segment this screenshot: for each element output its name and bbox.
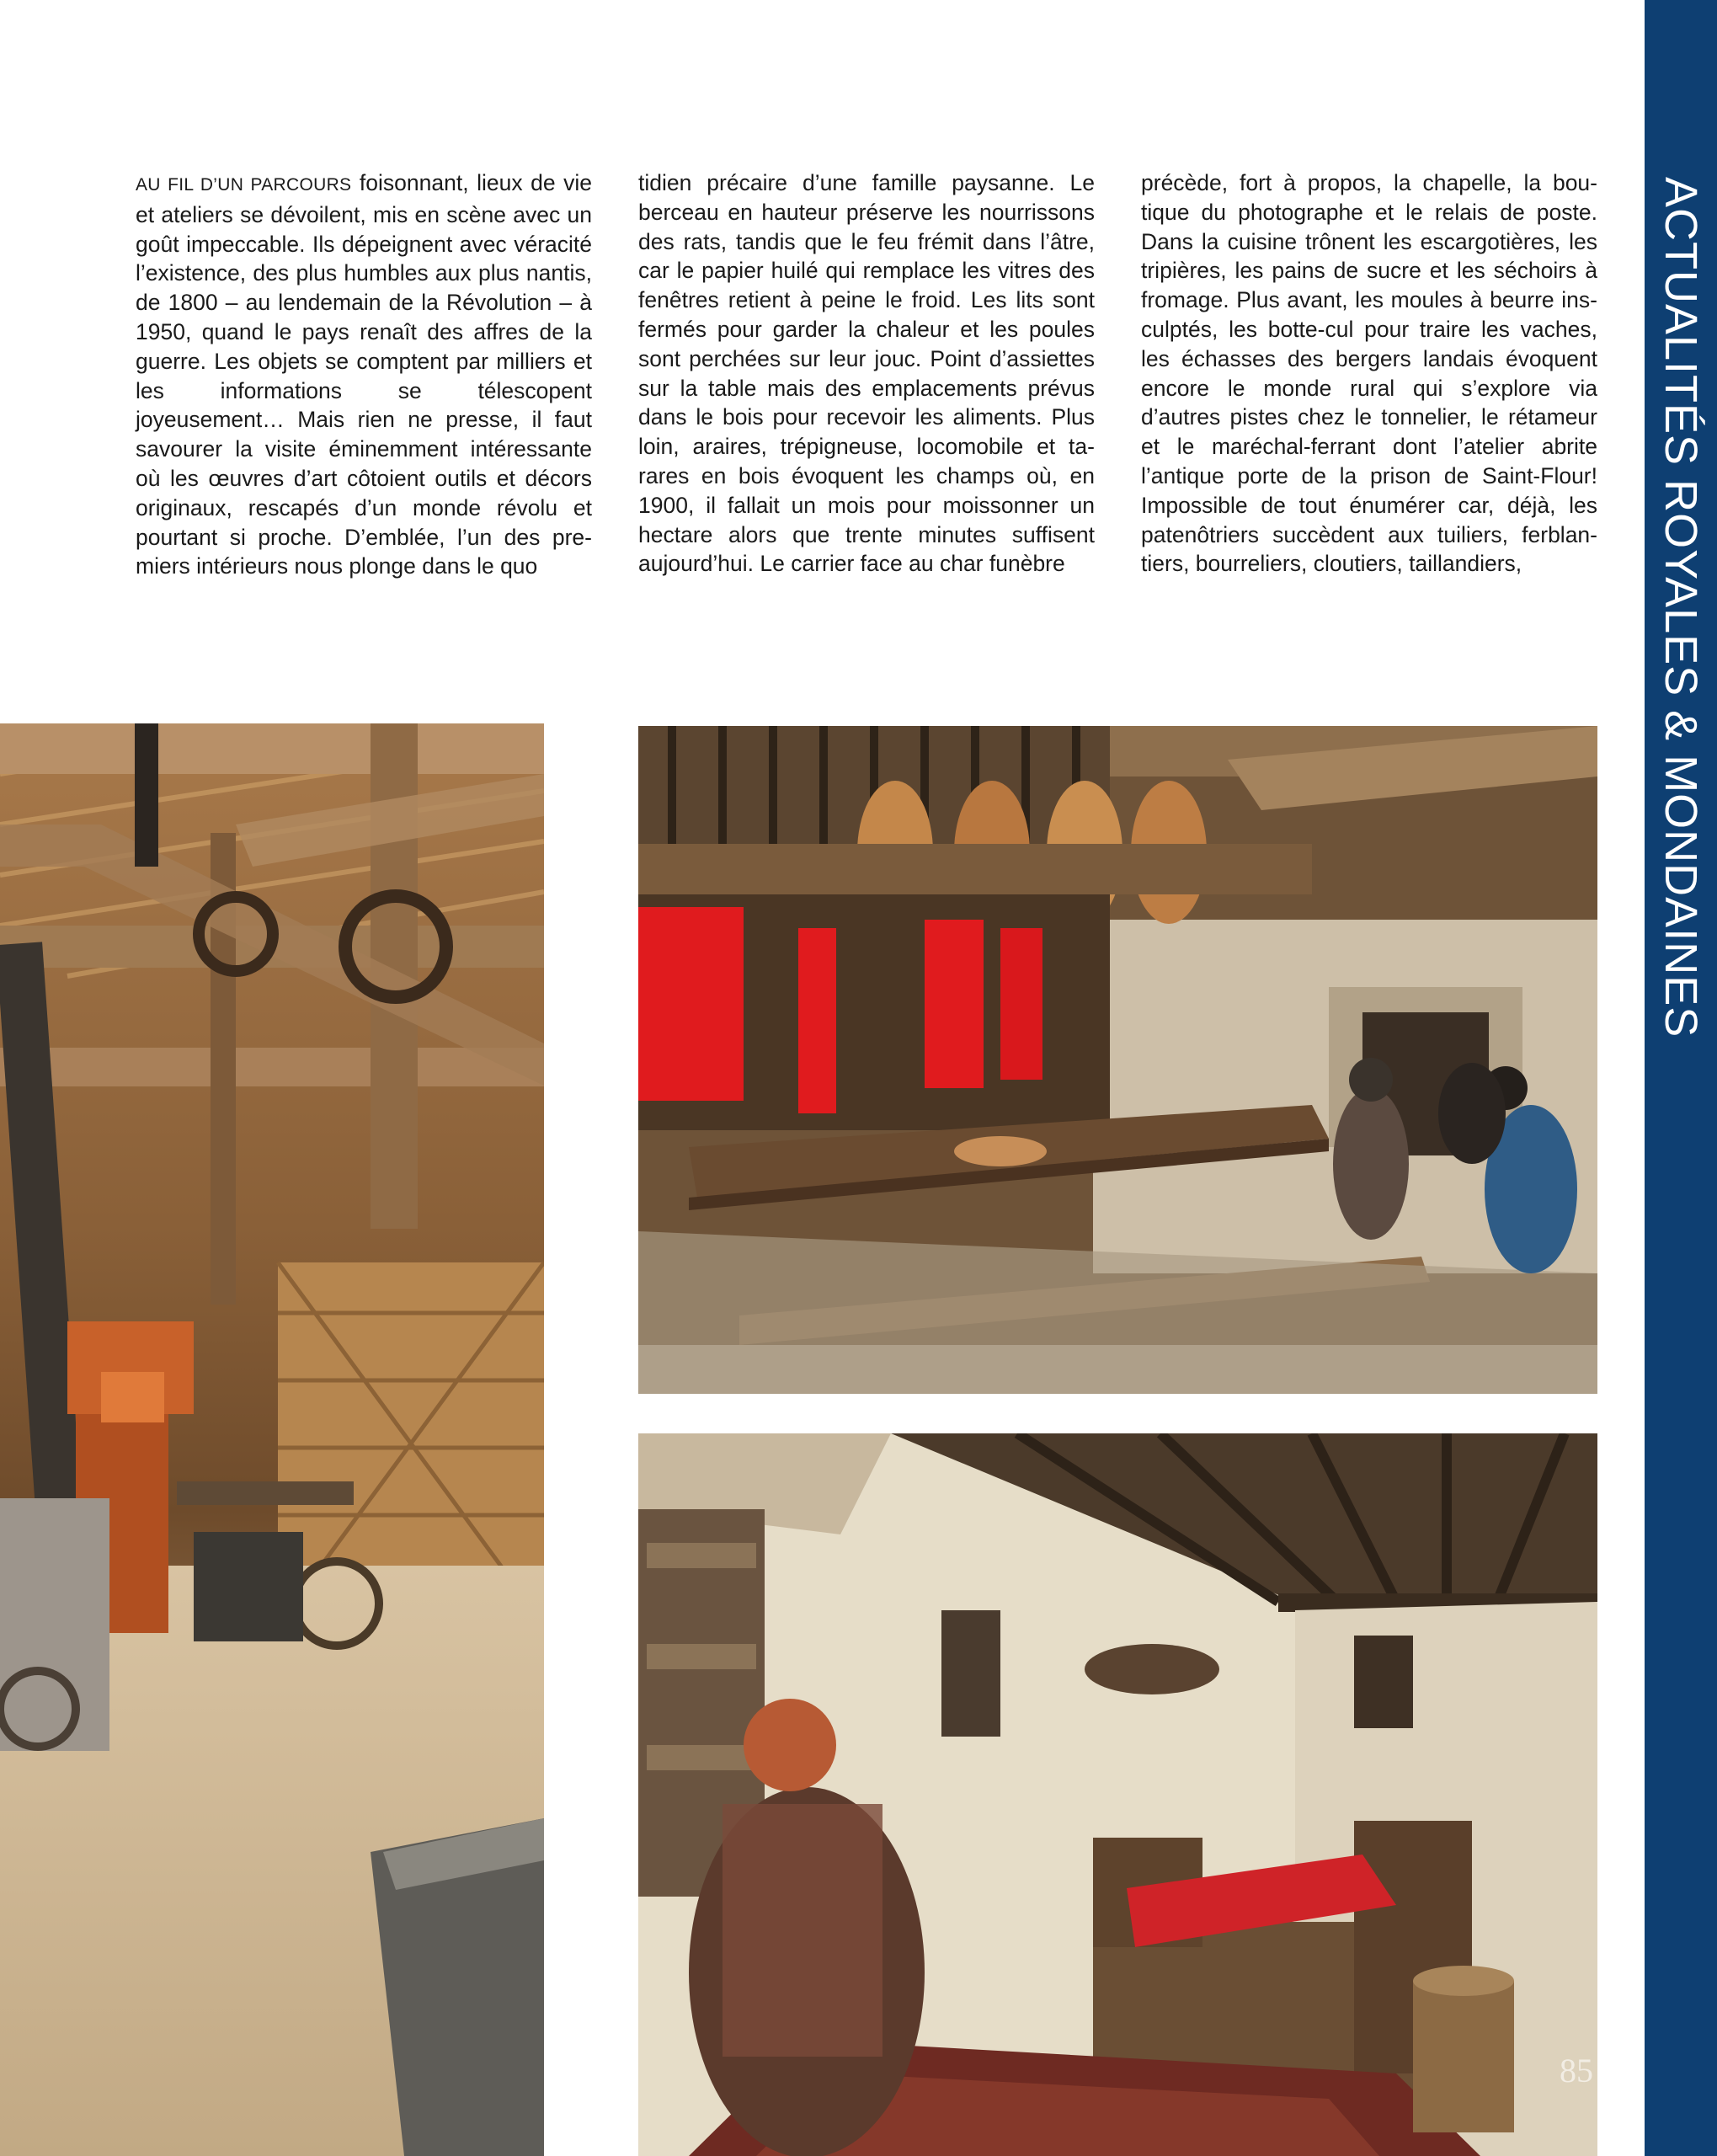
barn-interior-photo	[0, 723, 544, 2156]
section-sidebar	[1645, 0, 1717, 2156]
section-title: ACTUALITÉS ROYALES & MONDAINES	[1656, 177, 1706, 1038]
column-1-text: foisonnant, lieux de vie et ateliers se dévoilent, mis en scène avec un goût impeccable. Ils dépeignent avec véracité l’existence, des plus humbles aux plus nantis, de 1800 – au lendemain de la Révolution – à 1950, quand le pays renaît des affres de la guerre. Les objets se comptent par milliers et les informations se télescopent joyeusement… Mais rien ne presse, il faut savourer la visite éminemment intéressante où les œuvres d’art côtoient outils et décors originaux, rescapés d’un monde révolu et pourtant si proche. D’emblée, l’un des premiers intérieurs nous plonge dans le quo	[136, 170, 593, 579]
page-number: 85	[1560, 2052, 1593, 2089]
article-column-2	[638, 168, 1095, 579]
bedroom-interior-photo	[638, 1433, 1597, 2156]
kitchen-interior-photo	[638, 726, 1597, 1394]
lead-in: AU FIL D’UN PARCOURS	[136, 175, 352, 195]
article-column-3	[1141, 168, 1597, 579]
column-3-text: précède, fort à propos, la chapelle, la boutique du photographe et le relais de poste. Dans la cuisine trônent les escargotières, les tripières, les pains de sucre et les séchoirs à fromage. Plus avant, les moules à beurre insculptés, les botte-cul pour traire les vaches, les échasses des bergers landais évoquent encore le monde rural qui s’explore via d’autres pistes chez le tonnelier, le rétameur et le maréchal-ferrant dont l’atelier abrite l’antique porte de la prison de Saint-Flour! Impossible de tout énumérer car, déjà, les patenôtriers succèdent aux tuiliers, ferblantiers, bourreliers, cloutiers, taillandiers,	[1141, 170, 1597, 577]
article-column-1	[136, 168, 592, 581]
column-2-text: tidien précaire d’une famille paysanne. Le berceau en hauteur préserve les nourrissons des rats, tandis que le feu frémit dans l’âtre, car le papier huilé qui remplace les vitres des fenêtres retient à peine le froid. Les lits sont fermés pour garder la chaleur et les poules sont perchées sur leur jouc. Point d’assiettes sur la table mais des emplacements prévus dans le bois pour recevoir les aliments. Plus loin, araires, trépigneuse, locomobile et tarares en bois évoquent les champs où, en 1900, il fallait un mois pour moissonner un hectare alors que trente minutes suffisent aujourd’hui. Le carrier face au char funèbre	[638, 170, 1095, 577]
